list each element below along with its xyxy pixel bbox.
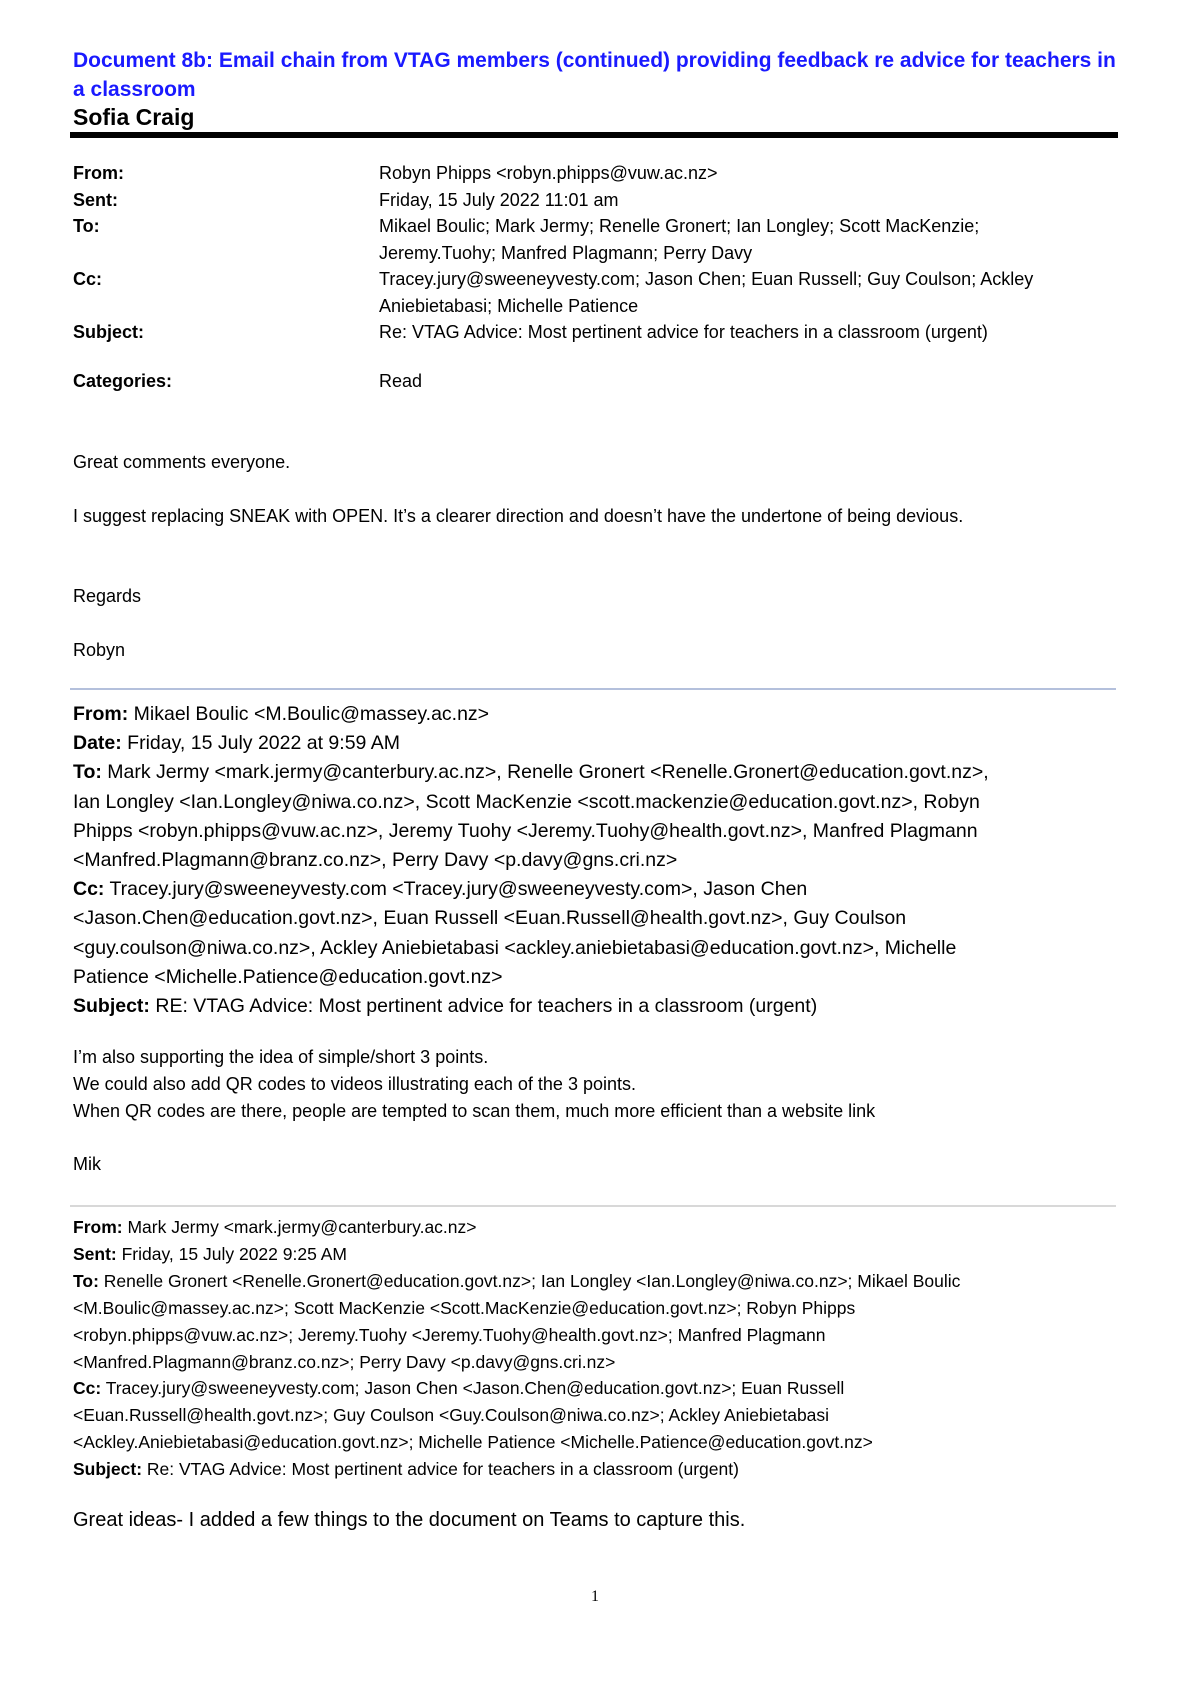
header-line [73,875,989,904]
header-line [73,1456,960,1483]
header-label: Sent: [73,189,118,210]
header-label: Cc: [73,878,105,901]
header-value: Friday, 15 July 2022 9:25 AM [116,1243,347,1264]
email3-headers [73,1214,960,1483]
email2-body-line: I’m also supporting the idea of simple/short 3 points. [73,1047,489,1067]
header-line [73,788,989,817]
header-label: Sent: [73,1243,117,1264]
header-value-line: Jeremy.Tuohy; Manfred Plagmann; Perry Davy [379,242,753,263]
email2-signature: Mik [73,1154,101,1175]
header-value: Tracey.jury@sweeneyvesty.com <Tracey.jury@sweeneyvesty.com>, Jason Chen [104,878,808,901]
document-title: Document 8b: Email chain from VTAG members (continued) providing feedback re advice for teachers in a classroom [73,49,1116,101]
email2-body-line: We could also add QR codes to videos illustrating each of the 3 points. [73,1073,636,1094]
header-value: <Euan.Russell@health.govt.nz>; Guy Coulson <Guy.Coulson@niwa.co.nz>; Ackley Aniebietabasi [73,1405,830,1426]
header-value-line: Mikael Boulic; Mark Jermy; Renelle Gronert; Ian Longley; Scott MacKenzie; [379,216,980,236]
header-line [73,1402,960,1429]
header-value-line: Tracey.jury@sweeneyvesty.com; Jason Chen; Euan Russell; Guy Coulson; Ackley [379,269,1034,289]
author-name: Sofia Craig [73,104,195,130]
email-separator [70,688,1116,690]
email2-headers [73,700,989,1021]
page-number: 1 [591,1588,599,1605]
header-value: <Manfred.Plagmann@branz.co.nz>, Perry Davy <p.davy@gns.cri.nz> [73,849,678,872]
header-label: From: [73,1217,123,1237]
header-line [73,700,989,729]
header-value: <robyn.phipps@vuw.ac.nz>; Jeremy.Tuohy <Jeremy.Tuohy@health.govt.nz>; Manfred Plagmann [73,1324,826,1345]
header-value [379,319,988,346]
email1-body-line: I suggest replacing SNEAK with OPEN. It’s a clearer direction and doesn’t have the undertone of being devious. [73,506,964,526]
header-row [73,160,1033,187]
header-line [73,1375,960,1402]
header-label: Cc: [73,269,103,289]
header-value: Mikael Boulic <M.Boulic@massey.ac.nz> [128,703,490,725]
email2-body-line: When QR codes are there, people are tempted to scan them, much more efficient than a website link [73,1100,876,1121]
header-line [73,1349,960,1376]
header-value: Friday, 15 July 2022 at 9:59 AM [121,732,400,755]
header-value [379,160,717,187]
header-value [379,213,979,266]
header-value [379,266,1033,319]
header-label: Subject: [73,995,150,1018]
header-value: <M.Boulic@massey.ac.nz>; Scott MacKenzie <Scott.MacKenzie@education.govt.nz>; Robyn Phipps [73,1297,856,1318]
header-line [73,992,989,1021]
header-value-line: Read [379,370,423,391]
spacer [73,346,1033,368]
header-row [73,187,1033,214]
header-line [73,1429,960,1456]
header-value: Mark Jermy <mark.jermy@canterbury.ac.nz> [122,1217,477,1237]
header-value: <Ackley.Aniebietabasi@education.govt.nz>; Michelle Patience <Michelle.Patience@education.govt.nz> [73,1432,873,1453]
header-label: Cc: [73,1378,102,1399]
header-label: Subject: [73,322,145,342]
header-value: <guy.coulson@niwa.co.nz>, Ackley Aniebietabasi <ackley.aniebietabasi@education.govt.nz>, Michelle [73,936,957,959]
header-row [73,266,1033,319]
header-line [73,1268,960,1295]
header-line [73,1322,960,1349]
header-value-line: Aniebietabasi; Michelle Patience [379,295,639,316]
header-row [73,319,1033,346]
header-value: Re: VTAG Advice: Most pertinent advice for teachers in a classroom (urgent) [142,1459,739,1480]
header-value: Phipps <robyn.phipps@vuw.ac.nz>, Jeremy Tuohy <Jeremy.Tuohy@health.govt.nz>, Manfred Plagmann [73,819,978,842]
header-line [73,729,989,758]
header-line [73,1214,960,1241]
header-value [379,187,618,214]
header-line [73,1295,960,1322]
header-line [73,817,989,846]
header-label: To: [73,761,102,784]
header-value: Tracey.jury@sweeneyvesty.com; Jason Chen <Jason.Chen@education.govt.nz>; Euan Russell [101,1378,845,1399]
header-label: Categories: [73,370,173,391]
email-separator [70,1205,1116,1207]
header-value [379,368,422,395]
header-value-line: Friday, 15 July 2022 11:01 am [379,189,619,210]
header-row [73,368,1033,395]
header-line [73,758,989,787]
email1-headers [73,160,1033,394]
header-row [73,213,1033,266]
header-value: <Jason.Chen@education.govt.nz>, Euan Russell <Euan.Russell@health.govt.nz>, Guy Coulson [73,907,907,930]
header-label: To: [73,216,100,236]
email1-body-line: Robyn [73,640,126,660]
header-label: To: [73,1270,99,1291]
header-label: From: [73,703,129,725]
header-value: RE: VTAG Advice: Most pertinent advice for teachers in a classroom (urgent) [149,995,818,1018]
header-value: Patience <Michelle.Patience@education.govt.nz> [73,965,503,988]
header-label: From: [73,163,124,183]
header-line [73,846,989,875]
header-line [73,904,989,933]
header-label: Subject: [73,1459,143,1480]
email1-body-line: Regards [73,586,142,606]
header-line [73,1241,960,1268]
email2-body [73,1044,875,1178]
email3-body-line: Great ideas- I added a few things to the document on Teams to capture this. [73,1509,746,1531]
header-value: Renelle Gronert <Renelle.Gronert@education.govt.nz>; Ian Longley <Ian.Longley@niwa.co.nz>; Mikael Boulic [98,1270,961,1291]
header-value-line: Re: VTAG Advice: Most pertinent advice for teachers in a classroom (urgent) [379,322,988,342]
header-line [73,934,989,963]
heading-rule [70,132,1118,138]
header-label: Date: [73,732,122,755]
header-value-line: Robyn Phipps <robyn.phipps@vuw.ac.nz> [379,163,718,183]
header-value: Ian Longley <Ian.Longley@niwa.co.nz>, Scott MacKenzie <scott.mackenzie@education.govt.nz>, Robyn [73,790,980,813]
header-value: <Manfred.Plagmann@branz.co.nz>; Perry Davy <p.davy@gns.cri.nz> [73,1351,616,1372]
email1-body-line: Great comments everyone. [73,452,291,472]
header-line [73,963,989,992]
header-value: Mark Jermy <mark.jermy@canterbury.ac.nz>, Renelle Gronert <Renelle.Gronert@education.govt.nz>, [101,761,989,784]
